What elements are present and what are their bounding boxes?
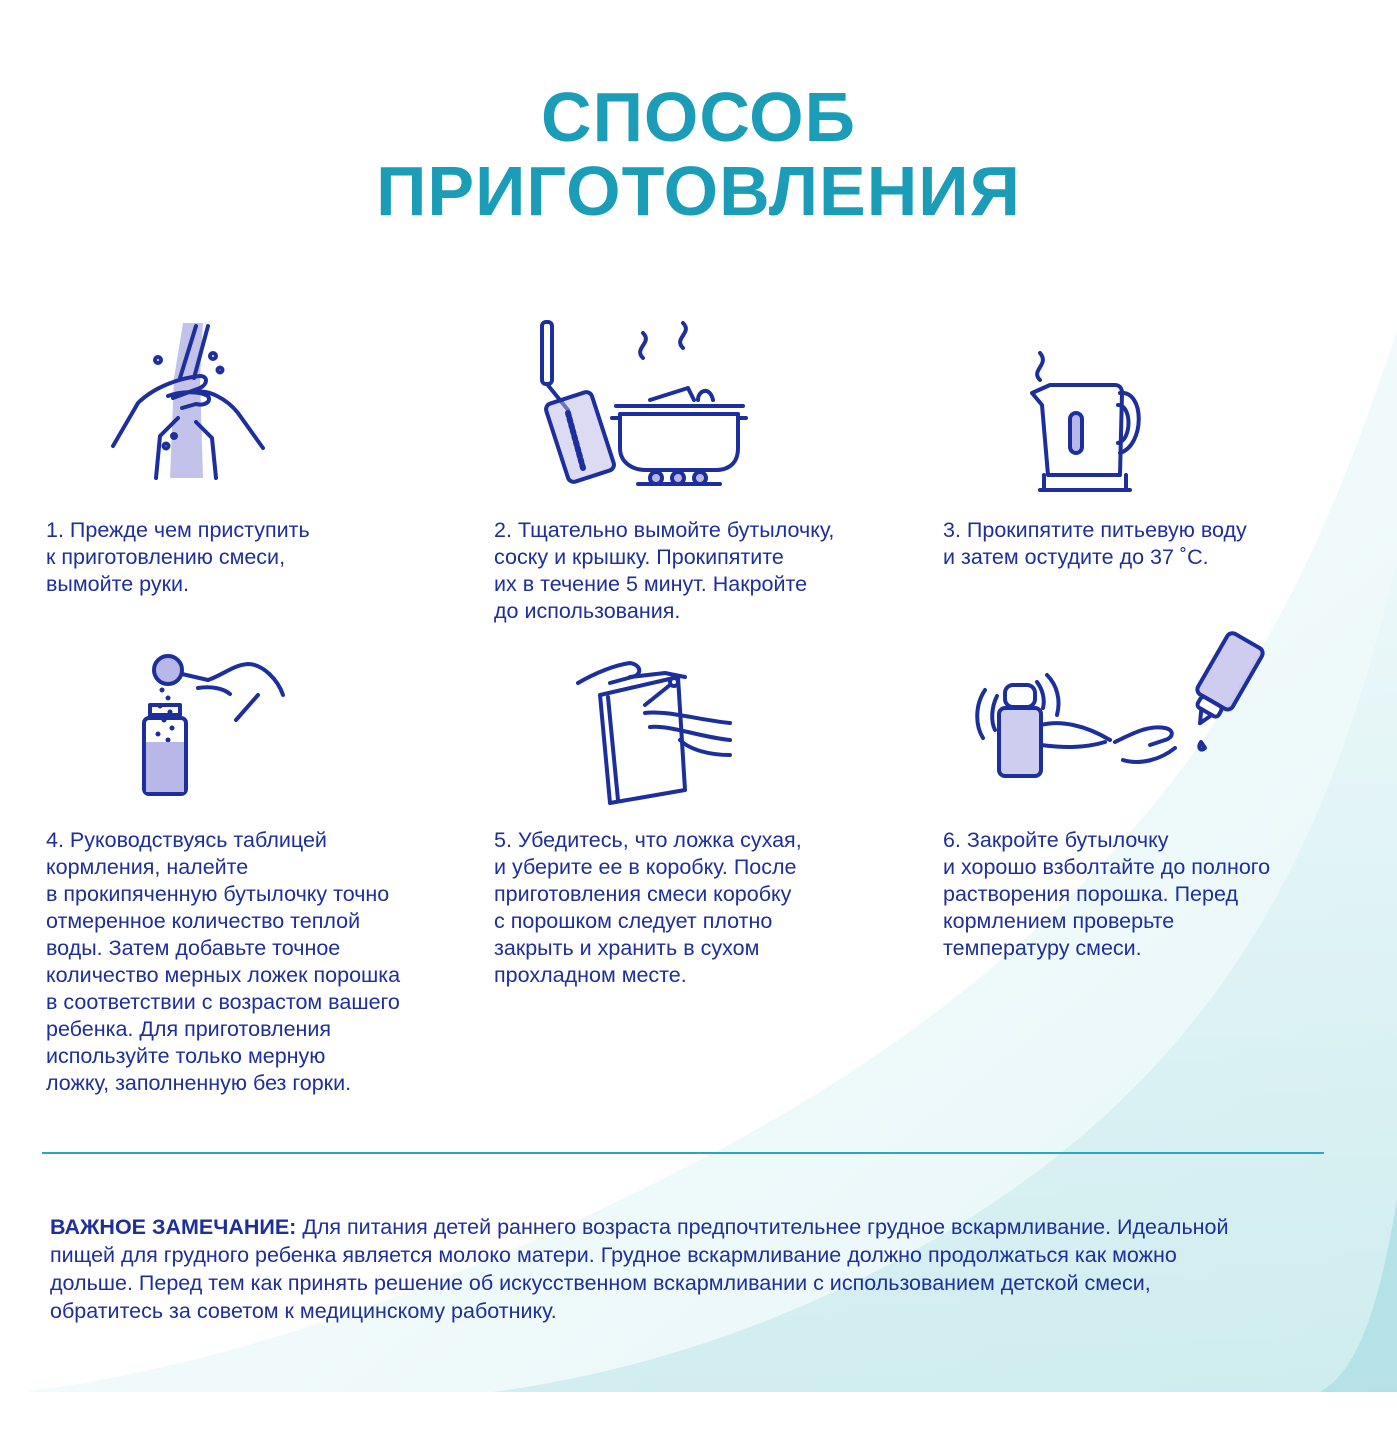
kettle-icon <box>1020 345 1150 495</box>
important-note-text: Для питания детей раннего возраста предпочтительнее грудное вскармливание. Идеальной пищей для грудного ребенка является молоко матери. Грудное вскармливание должно продолжаться как можно дольше. Перед тем как принять решение об искусственном вскармливании с использованием детской смеси, обратитесь за советом к медицинскому работнику. <box>50 1215 1229 1323</box>
step-1-text: 1. Прежде чем приступить к приготовлению смеси, вымойте руки. <box>46 518 310 596</box>
step-3-text: 3. Прокипятите питьевую воду и затем остудите до 37 ˚С. <box>943 518 1247 569</box>
title-line-1: СПОСОБ <box>541 78 856 156</box>
step-6-text: 6. Закройте бутылочку и хорошо взболтайте до полного растворения порошка. Перед кормлением проверьте температуру смеси. <box>943 828 1271 960</box>
shake-and-test-bottle-icon <box>975 630 1275 800</box>
step-4-text: 4. Руководствуясь таблицей кормления, налейте в прокипяченную бутылочку точно отмеренное количество теплой воды. Затем добавьте точное количество мерных ложек порошка в соответствии с возрастом вашего ребенка. Для приготовления используйте только мерную ложку, заполненную без горки. <box>46 828 401 1095</box>
powder-spoon-bottle-icon <box>138 650 288 800</box>
step-5-text: 5. Убедитесь, что ложка сухая, и уберите ее в коробку. После приготовления смеси коробку с порошком следует плотно закрыть и хранить в сухом прохладном месте. <box>494 828 802 987</box>
section-divider <box>42 1152 1324 1154</box>
bottle-brush-and-pot-icon <box>538 318 748 488</box>
page-title <box>0 80 1397 228</box>
hand-washing-icon <box>108 318 268 483</box>
box-with-spoon-icon <box>570 655 740 810</box>
important-note <box>50 1213 1310 1325</box>
title-line-2: ПРИГОТОВЛЕНИЯ <box>376 152 1021 230</box>
important-note-label: ВАЖНОЕ ЗАМЕЧАНИЕ: <box>50 1215 297 1239</box>
step-2-text: 2. Тщательно вымойте бутылочку, соску и крышку. Прокипятите их в течение 5 минут. Накройте до использования. <box>494 518 835 623</box>
